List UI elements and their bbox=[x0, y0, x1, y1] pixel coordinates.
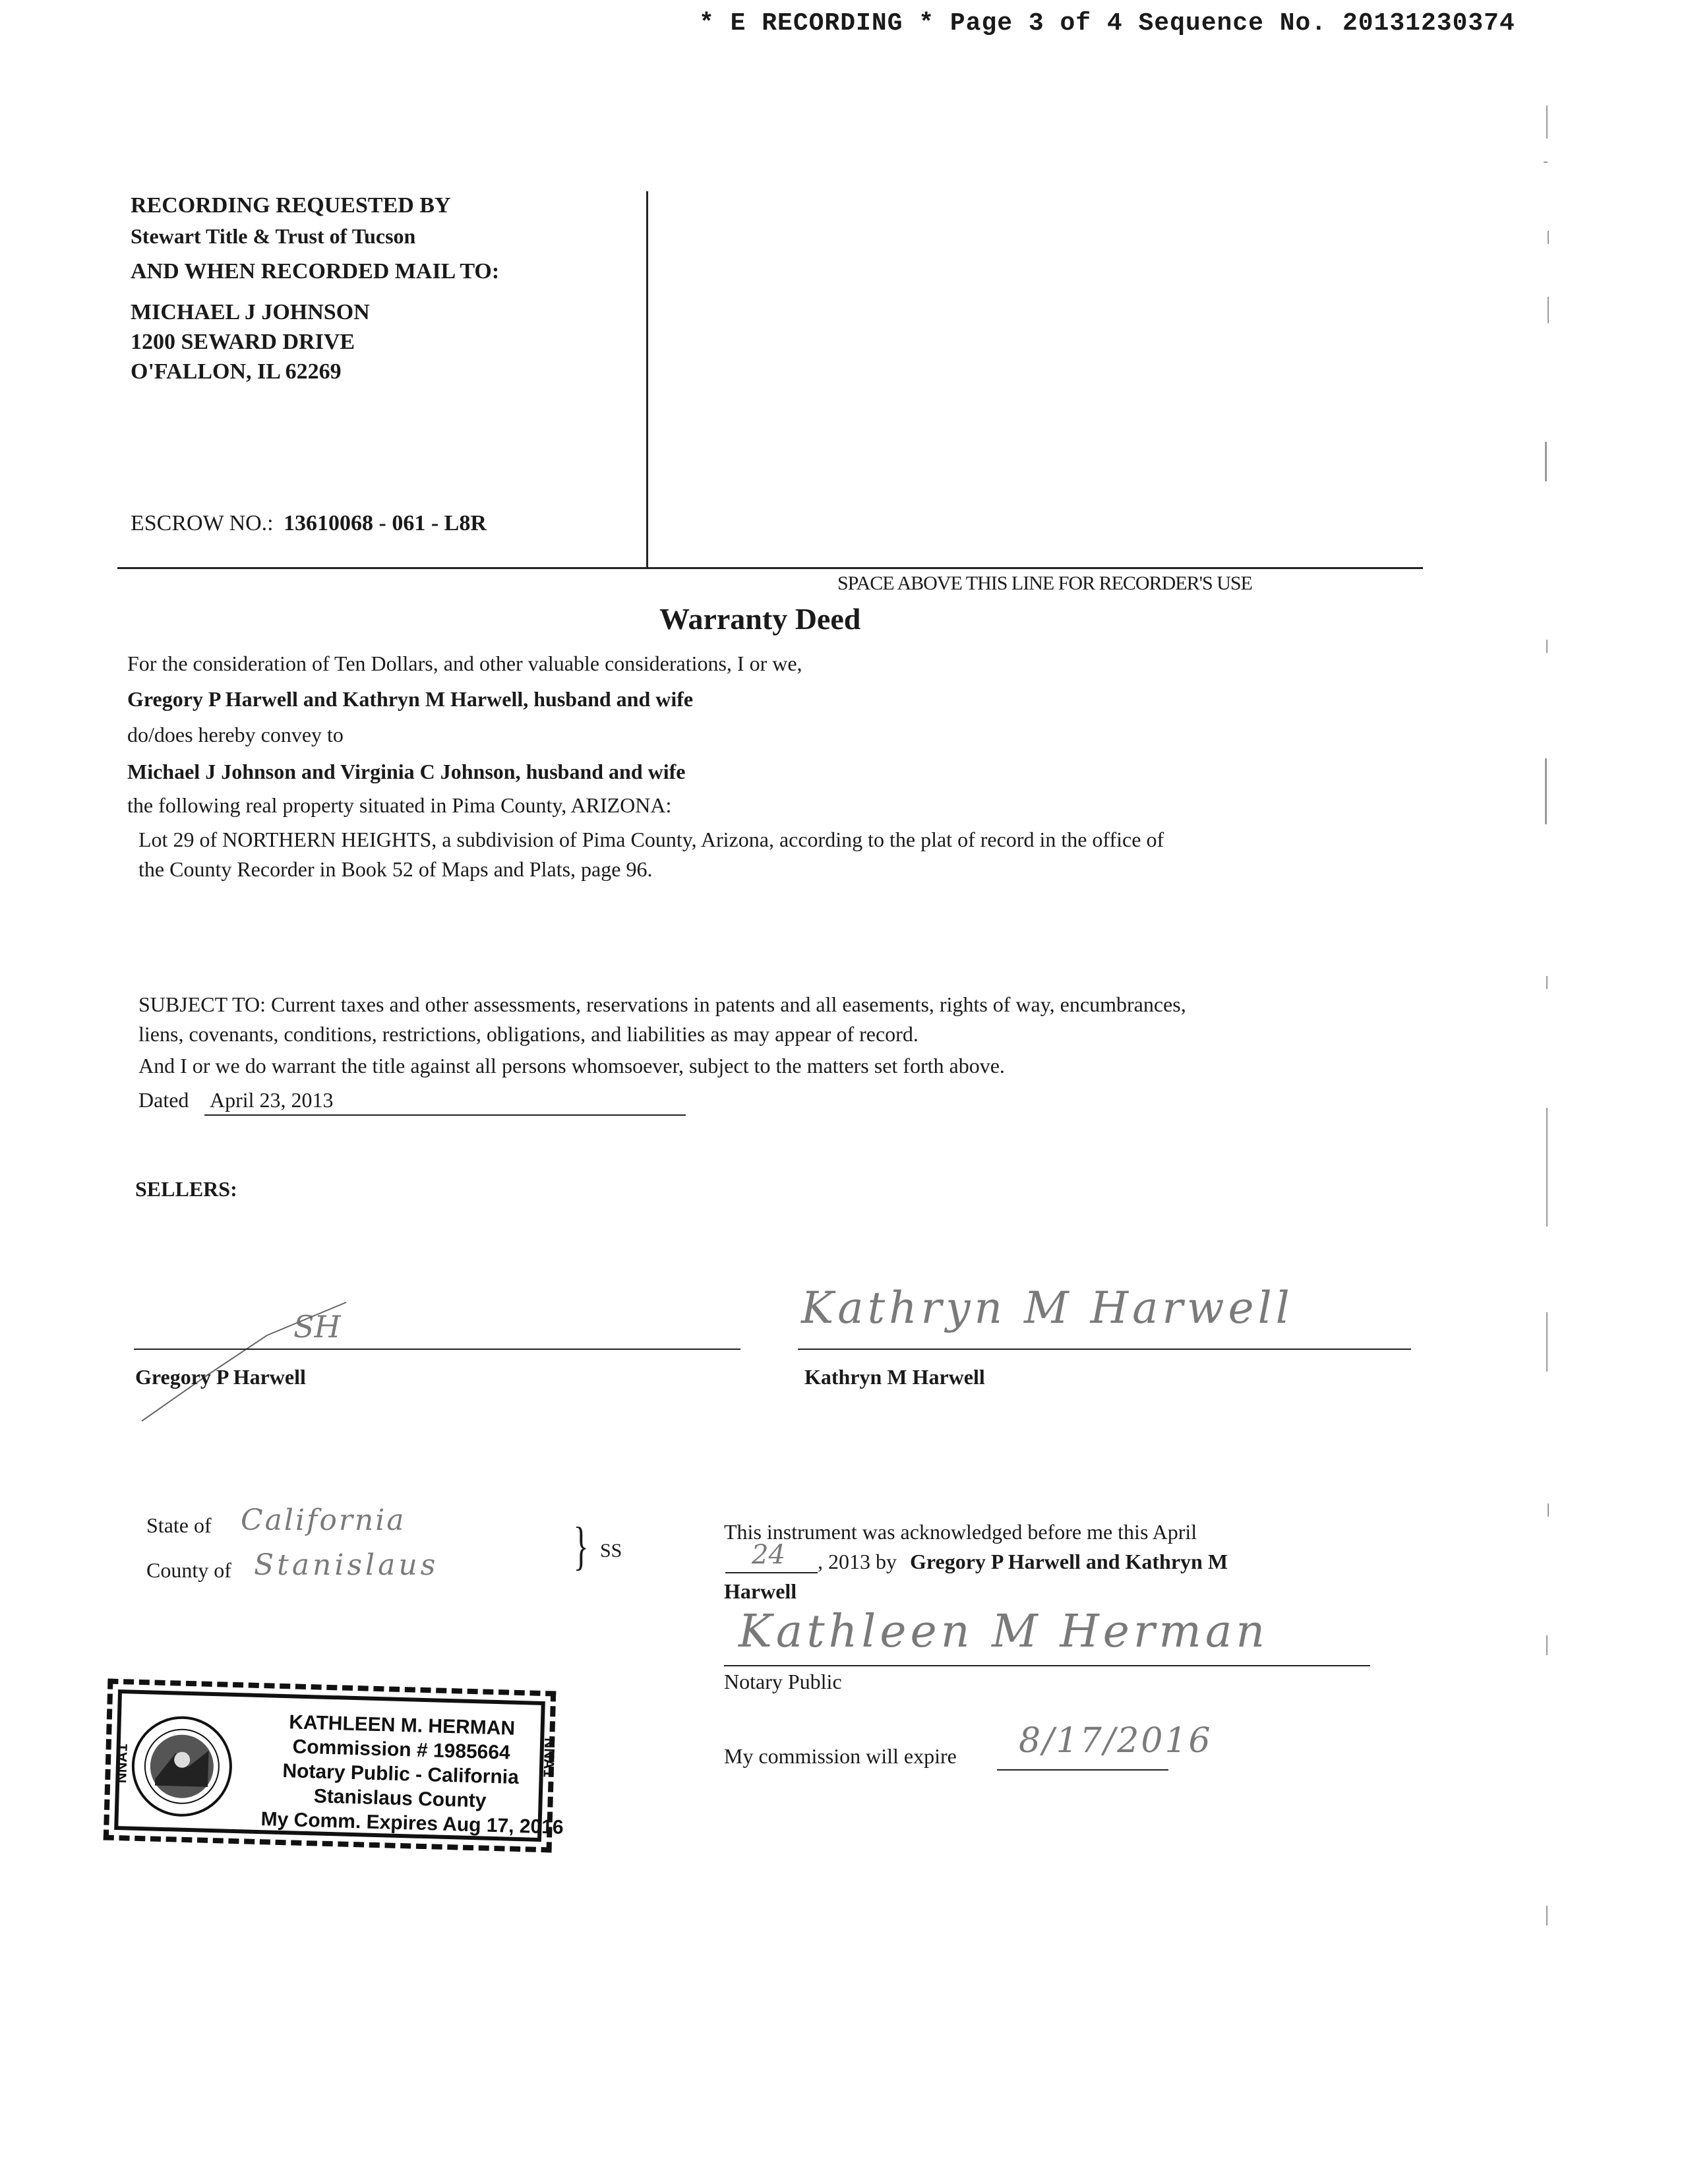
seller2-name: Kathryn M Harwell bbox=[804, 1365, 985, 1389]
escrow-label: ESCROW NO.: bbox=[131, 511, 274, 535]
subject-to-1: SUBJECT TO: Current taxes and other assessments, reservations in patents and all easements, rights of way, encumbrances, bbox=[138, 992, 1186, 1016]
seller2-signature: Kathryn M Harwell bbox=[801, 1283, 1294, 1333]
requested-by-company: Stewart Title & Trust of Tucson bbox=[131, 224, 416, 248]
seller1-signature: SH bbox=[293, 1309, 341, 1345]
commission-line bbox=[997, 1769, 1168, 1771]
dated-underline bbox=[204, 1114, 686, 1116]
notary-public-label: Notary Public bbox=[724, 1670, 842, 1693]
mail-to-city: O'FALLON, IL 62269 bbox=[131, 359, 342, 384]
legal-description-2: the County Recorder in Book 52 of Maps and Plats, page 96. bbox=[138, 857, 653, 881]
recorder-box-divider bbox=[646, 191, 648, 567]
grantors: Gregory P Harwell and Kathryn M Harwell, husband and wife bbox=[127, 687, 694, 711]
county-value: Stanislaus bbox=[254, 1548, 439, 1582]
stamp-line2: Commission # 1985664 bbox=[292, 1736, 511, 1764]
seller1-name: Gregory P Harwell bbox=[135, 1365, 306, 1389]
deed-title: Warranty Deed bbox=[659, 602, 861, 636]
stamp-line3: Notary Public - California bbox=[282, 1760, 520, 1789]
county-label: County of bbox=[146, 1558, 231, 1582]
ss-label: SS bbox=[600, 1540, 622, 1562]
commission-value: 8/17/2016 bbox=[1019, 1721, 1213, 1761]
stamp-line5: My Comm. Expires Aug 17, 2016 bbox=[260, 1808, 564, 1838]
recording-header: * E RECORDING * Page 3 of 4 Sequence No. 20131230374 bbox=[699, 9, 1515, 38]
acknowledgment-line1: This instrument was acknowledged before me this April bbox=[724, 1520, 1197, 1544]
grantees: Michael J Johnson and Virginia C Johnson, husband and wife bbox=[127, 760, 686, 783]
escrow-number: 13610068 - 061 - L8R bbox=[284, 511, 487, 535]
acknowledgment-year: , 2013 by bbox=[818, 1550, 897, 1573]
warrant-text: And I or we do warrant the title against all persons whomsoever, subject to the matters set forth above. bbox=[138, 1054, 1005, 1077]
state-value: California bbox=[241, 1503, 406, 1537]
subject-to-2: liens, covenants, conditions, restrictions, obligations, and liabilities as may appear of record. bbox=[138, 1022, 919, 1046]
requested-by-label: RECORDING REQUESTED BY bbox=[131, 193, 451, 218]
venue-brace: } bbox=[573, 1517, 589, 1575]
stamp-side-left: NNA1 bbox=[113, 1743, 131, 1784]
notary-stamp bbox=[104, 1679, 564, 1853]
mail-to-label: AND WHEN RECORDED MAIL TO: bbox=[131, 259, 500, 284]
sellers-label: SELLERS: bbox=[135, 1177, 237, 1201]
dated-value: April 23, 2013 bbox=[210, 1088, 334, 1112]
acknowledgment-day: 24 bbox=[752, 1540, 785, 1570]
mail-to-name: MICHAEL J JOHNSON bbox=[131, 300, 370, 324]
recorder-space-note: SPACE ABOVE THIS LINE FOR RECORDER'S USE bbox=[837, 572, 1252, 594]
commission-label: My commission will expire bbox=[724, 1744, 957, 1768]
notary-signature-line bbox=[724, 1665, 1370, 1666]
convey-text: do/does hereby convey to bbox=[127, 723, 344, 746]
notary-signature: Kathleen M Herman bbox=[738, 1606, 1269, 1658]
stamp-line4: Stanislaus County bbox=[313, 1785, 487, 1812]
acknowledgment-names: Gregory P Harwell and Kathryn M bbox=[910, 1550, 1228, 1573]
stamp-side-right: NNA1 bbox=[540, 1738, 558, 1778]
seller1-signature-line bbox=[134, 1349, 740, 1350]
state-label: State of bbox=[146, 1513, 212, 1537]
consideration-text: For the consideration of Ten Dollars, and other valuable considerations, I or we, bbox=[127, 652, 802, 675]
seller1-signature-stroke bbox=[135, 1296, 353, 1428]
mail-to-street: 1200 SEWARD DRIVE bbox=[131, 330, 355, 354]
property-intro: the following real property situated in Pima County, ARIZONA: bbox=[127, 793, 672, 817]
acknowledgment-line3: Harwell bbox=[724, 1579, 797, 1603]
acknowledgment-day-line bbox=[725, 1572, 818, 1573]
california-seal-icon bbox=[128, 1713, 236, 1821]
seller2-signature-line bbox=[798, 1349, 1411, 1350]
scan-artifacts bbox=[1533, 99, 1559, 2011]
stamp-line1: KATHLEEN M. HERMAN bbox=[288, 1711, 516, 1740]
dated-label: Dated bbox=[138, 1088, 189, 1112]
recorder-space-line bbox=[117, 567, 1423, 569]
legal-description-1: Lot 29 of NORTHERN HEIGHTS, a subdivision of Pima County, Arizona, according to the plat of record in the office of bbox=[138, 828, 1164, 851]
